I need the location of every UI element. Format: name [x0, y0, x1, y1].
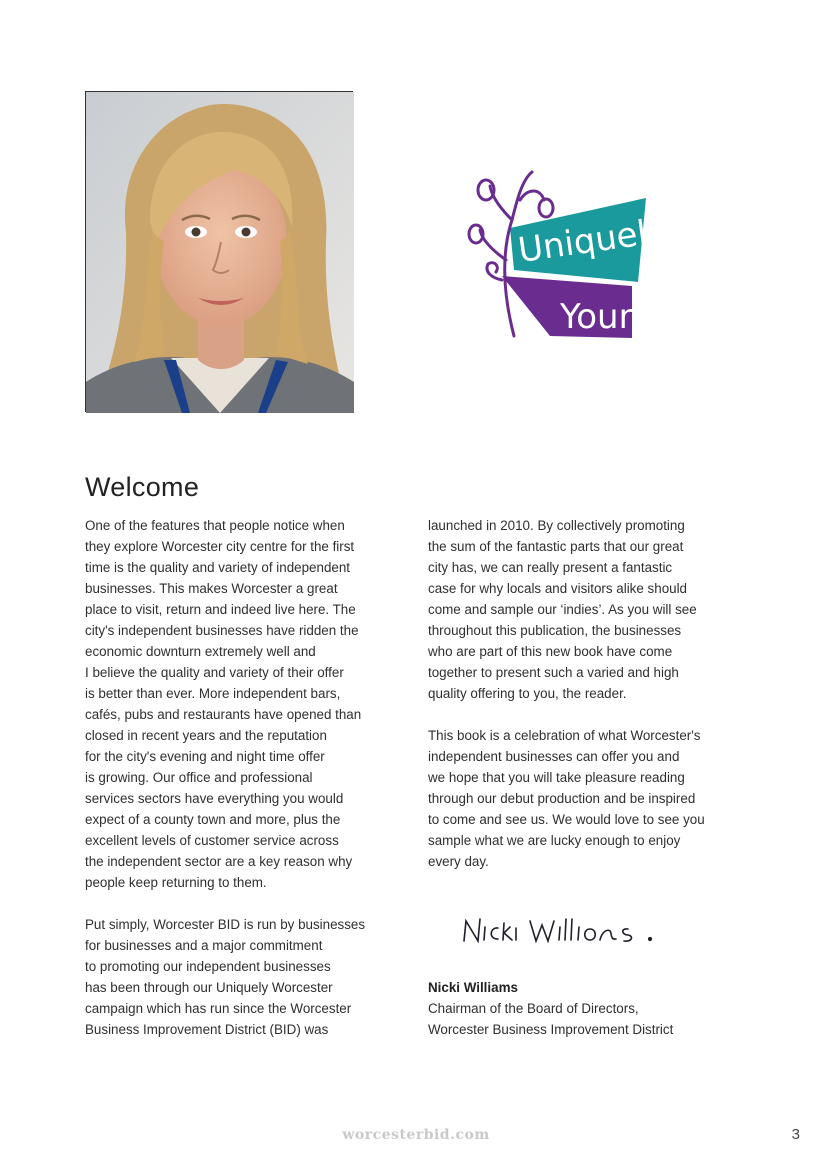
- uniquely-yours-logo: [462, 160, 670, 342]
- left-column: [85, 515, 415, 1061]
- right-column: [428, 515, 758, 893]
- page-number: 3: [791, 1126, 800, 1143]
- footer-website: worcesterbid.com: [342, 1127, 490, 1143]
- portrait-photo: [85, 91, 353, 412]
- logo-line-1: Uniquely: [515, 210, 670, 271]
- signer-block: [428, 977, 768, 1040]
- signer-title: Chairman of the Board of Directors,: [428, 1001, 639, 1016]
- signer-name: Nicki Williams: [428, 980, 518, 995]
- portrait-illustration: [86, 92, 354, 413]
- paragraph: This book is a celebration of what Worcester's independent businesses can offer you and we hope that you will take pleasure reading through our debut production and be inspired to come and see us. We would love to see you sample what we are lucky enough to enjoy every day.: [428, 728, 705, 869]
- paragraph: One of the features that people notice when they explore Worcester city centre for the first time is the quality and variety of independent businesses. This makes Worcester a great place to visit, return and indeed live here. The city's independent businesses have ridden the economic downturn extremely well and I believe the quality and variety of their offer is better than ever. More independent bars, cafés, pubs and restaurants have opened than closed in recent years and the reputation for the city's evening and night time offer is growing. Our office and professional services sectors have everything you would expect of a county town and more, plus the excellent levels of customer service across the independent sector are a key reason why people keep returning to them.: [85, 518, 362, 890]
- page-heading: Welcome: [85, 472, 200, 502]
- paragraph: Put simply, Worcester BID is run by businesses for businesses and a major commitment to promoting our independent businesses has been through our Uniquely Worcester campaign which has run since the Worcester Business Improvement District (BID) was: [85, 917, 366, 1037]
- signer-organisation: Worcester Business Improvement District: [428, 1022, 674, 1037]
- signature: [458, 913, 658, 949]
- logo-line-2: Yours: [560, 297, 651, 337]
- paragraph: launched in 2010. By collectively promoting the sum of the fantastic parts that our great city has, we can really present a fantastic case for why locals and visitors alike should come and sample our ‘indies’. As you will see throughout this publication, the businesses who are part of this new book have come together to present such a varied and high quality offering to you, the reader.: [428, 518, 697, 701]
